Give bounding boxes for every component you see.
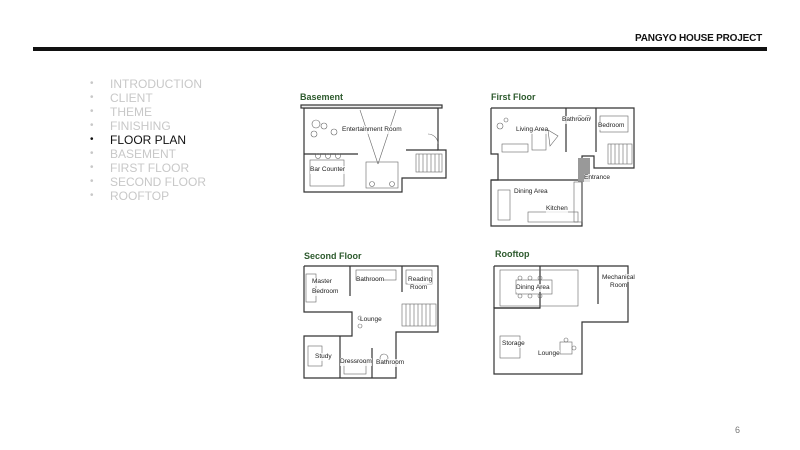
room-label-master-2: Bedroom xyxy=(312,288,339,295)
room-label-lounge: Lounge xyxy=(360,316,382,323)
agenda-item-first-floor[interactable]: • FIRST FLOOR xyxy=(90,161,206,175)
room-label-reading-1: Reading xyxy=(408,276,433,283)
first-floor-plan xyxy=(488,104,636,230)
room-label-bathroom: Bathroom xyxy=(562,116,591,123)
first-floor-title: First Floor xyxy=(491,92,536,102)
room-label-lounge: Lounge xyxy=(538,350,560,357)
basement-plan xyxy=(298,104,468,196)
rooftop-title: Rooftop xyxy=(495,249,530,259)
room-label-entertainment: Entertainment Room xyxy=(342,126,402,133)
agenda-item-introduction[interactable]: • INTRODUCTION xyxy=(90,77,206,91)
basement-floor-drawing xyxy=(298,104,468,196)
agenda-item-finishing[interactable]: • FINISHING xyxy=(90,119,206,133)
agenda-item-floor-plan[interactable]: • FLOOR PLAN xyxy=(90,133,206,147)
header-divider xyxy=(33,47,767,51)
room-label-bedroom: Bedroom xyxy=(598,122,625,129)
room-label-bar-counter: Bar Counter xyxy=(310,166,346,173)
agenda-list xyxy=(90,77,206,203)
agenda-item-client[interactable]: • CLIENT xyxy=(90,91,206,105)
agenda-item-second-floor[interactable]: • SECOND FLOOR xyxy=(90,175,206,189)
room-label-mechanical-2: Room xyxy=(610,282,628,289)
room-label-bathroom: Bathroom xyxy=(356,276,385,283)
agenda-item-theme[interactable]: • THEME xyxy=(90,105,206,119)
agenda-item-rooftop[interactable]: • ROOFTOP xyxy=(90,189,206,203)
room-label-bathroom-2: Bathroom xyxy=(376,359,405,366)
room-label-reading-2: Room xyxy=(410,284,428,291)
presentation-title: PANGYO HOUSE PROJECT xyxy=(635,33,762,44)
agenda-item-basement[interactable]: • BASEMENT xyxy=(90,147,206,161)
room-label-entrance: Entrance xyxy=(584,174,611,181)
page-number: 6 xyxy=(734,425,740,435)
room-label-storage: Storage xyxy=(502,340,525,347)
room-label-mechanical-1: Mechanical xyxy=(602,274,635,281)
second-floor-title: Second Floor xyxy=(304,251,362,261)
room-label-kitchen: Kitchen xyxy=(546,205,568,212)
second-floor-plan xyxy=(300,262,444,382)
room-label-dining-area: Dining Area xyxy=(516,284,550,291)
basement-title: Basement xyxy=(300,92,344,102)
rooftop-plan xyxy=(490,262,636,378)
room-label-master-1: Master xyxy=(312,278,332,285)
room-label-living-area: Living Area xyxy=(516,126,549,133)
room-label-dressroom: Dressroom xyxy=(340,358,372,365)
room-label-dining-area: Dining Area xyxy=(514,188,548,195)
room-label-study: Study xyxy=(315,353,332,360)
